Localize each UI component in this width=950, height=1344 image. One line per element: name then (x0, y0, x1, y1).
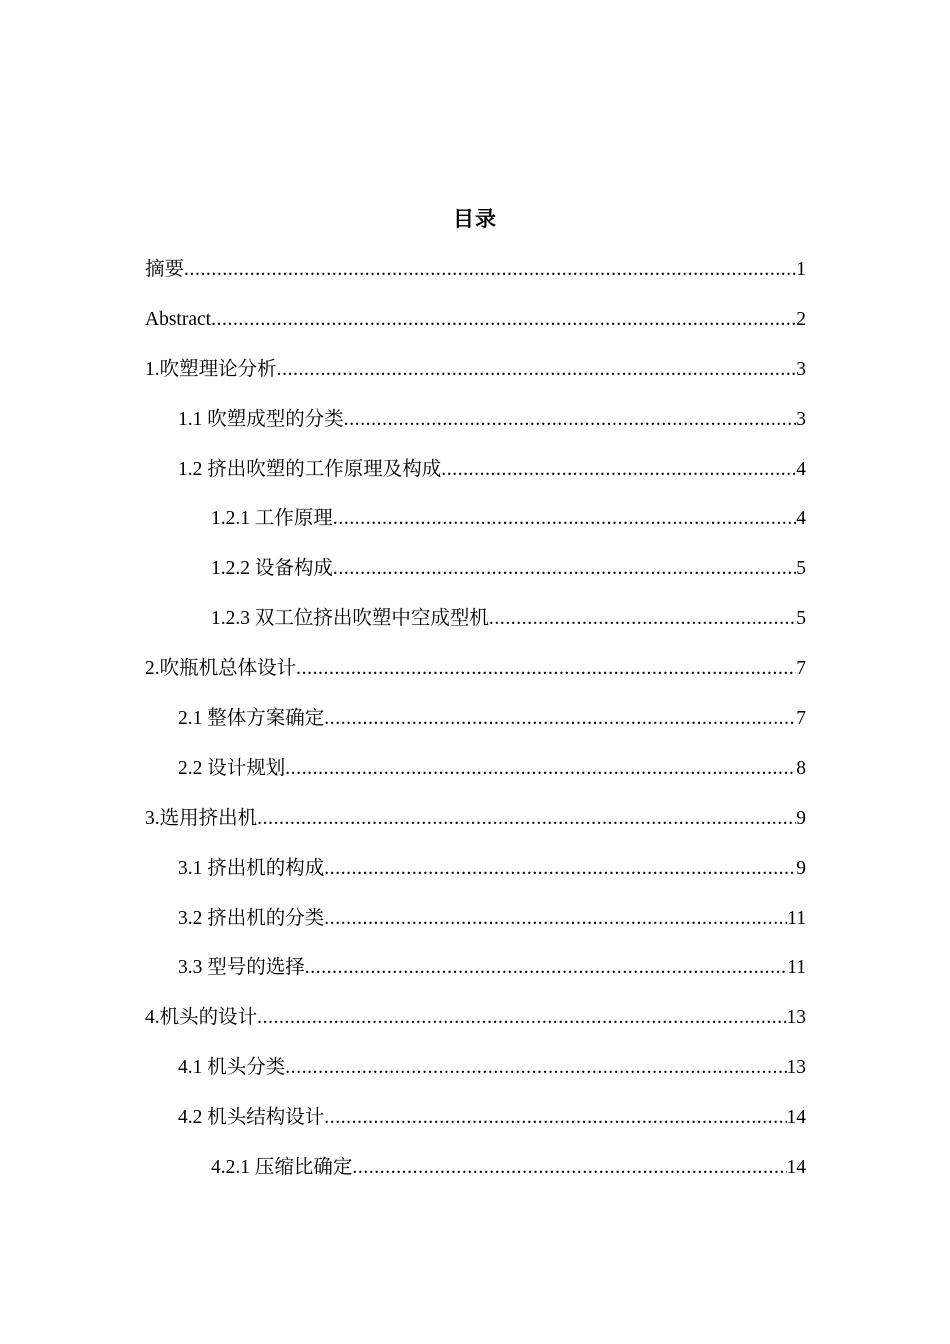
toc-entry[interactable] (145, 454, 806, 504)
toc-entry[interactable] (145, 952, 806, 1002)
toc-entry-label: 3.1 挤出机的构成 (178, 857, 325, 879)
toc-entry-label: 1.1 吹塑成型的分类 (178, 408, 344, 430)
toc-entry[interactable] (145, 1102, 806, 1152)
toc-entry-label: 3.选用挤出机 (145, 807, 258, 829)
toc-entry-label: 3.2 挤出机的分类 (178, 907, 325, 929)
toc-dot-leader (324, 703, 796, 735)
toc-entry-label: 摘要 (145, 259, 185, 280)
toc-entry[interactable] (145, 853, 806, 903)
toc-entry[interactable] (145, 304, 806, 354)
toc-dot-leader (305, 952, 787, 984)
toc-entry[interactable] (145, 503, 806, 553)
toc-dot-leader (277, 354, 797, 386)
toc-entry-page-number: 8 (796, 757, 806, 779)
toc-entry-page-number: 11 (787, 907, 806, 929)
toc-entry-label: 2.吹瓶机总体设计 (145, 658, 297, 680)
toc-dot-leader (333, 553, 796, 585)
toc-entry[interactable] (145, 553, 806, 603)
toc-dot-leader (489, 603, 796, 635)
toc-dot-leader (324, 903, 787, 935)
toc-entry-label: 1.2.1 工作原理 (211, 508, 333, 530)
toc-dot-leader (441, 454, 796, 486)
toc-entry[interactable] (145, 254, 806, 304)
toc-entry[interactable] (145, 703, 806, 753)
toc-entry-page-number: 14 (786, 1157, 806, 1179)
toc-entry-label: 1.吹塑理论分析 (145, 358, 277, 380)
toc-entry-page-number: 4 (796, 508, 806, 530)
toc-entry-page-number: 3 (796, 408, 806, 430)
toc-entry-label: Abstract (145, 308, 212, 330)
toc-entry-label: 4.1 机头分类 (178, 1057, 286, 1079)
toc-entry-page-number: 7 (796, 708, 806, 730)
toc-entry-page-number: 9 (796, 807, 806, 829)
toc-dot-leader (285, 753, 796, 785)
toc-dot-leader (352, 1152, 786, 1184)
toc-entry-label: 1.2.2 设备构成 (211, 558, 333, 580)
toc-entry-page-number: 11 (787, 957, 806, 979)
toc-dot-leader (211, 304, 796, 336)
toc-entry-label: 2.1 整体方案确定 (178, 708, 325, 730)
toc-dot-leader (257, 803, 796, 835)
toc-entry-label: 4.2.1 压缩比确定 (211, 1157, 353, 1179)
toc-dot-leader (257, 1002, 786, 1034)
toc-entry-page-number: 5 (796, 558, 806, 580)
toc-entry-label: 3.3 型号的选择 (178, 957, 305, 979)
toc-dot-leader (296, 653, 796, 685)
toc-entry[interactable] (145, 354, 806, 404)
toc-entry-page-number: 7 (796, 658, 806, 680)
toc-entry-page-number: 4 (796, 458, 806, 480)
toc-dot-leader (285, 1052, 786, 1084)
toc-entry[interactable] (145, 753, 806, 803)
toc-entry-page-number: 14 (786, 1107, 806, 1129)
table-of-contents (145, 254, 806, 1202)
toc-dot-leader (344, 404, 796, 436)
toc-entry[interactable] (145, 1152, 806, 1202)
toc-dot-leader (324, 1102, 786, 1134)
toc-entry-page-number: 13 (786, 1007, 806, 1029)
toc-entry-page-number: 2 (796, 308, 806, 330)
toc-entry-label: 2.2 设计规划 (178, 757, 286, 779)
toc-entry-page-number: 13 (786, 1057, 806, 1079)
toc-entry-label: 4.机头的设计 (145, 1007, 258, 1029)
toc-dot-leader (333, 503, 796, 535)
toc-entry[interactable] (145, 1052, 806, 1102)
toc-entry-label: 4.2 机头结构设计 (178, 1107, 325, 1129)
toc-entry[interactable] (145, 903, 806, 953)
toc-dot-leader (324, 853, 796, 885)
toc-title: 目录 (453, 207, 497, 231)
toc-entry[interactable] (145, 603, 806, 653)
toc-dot-leader (184, 254, 796, 286)
toc-entry-label: 1.2.3 双工位挤出吹塑中空成型机 (211, 608, 489, 630)
toc-entry-page-number: 5 (796, 608, 806, 630)
toc-entry[interactable] (145, 653, 806, 703)
toc-entry-page-number: 9 (796, 857, 806, 879)
toc-entry-page-number: 3 (796, 358, 806, 380)
toc-entry[interactable] (145, 1002, 806, 1052)
toc-entry[interactable] (145, 803, 806, 853)
toc-entry-page-number: 1 (796, 259, 806, 280)
toc-entry[interactable] (145, 404, 806, 454)
toc-entry-label: 1.2 挤出吹塑的工作原理及构成 (178, 458, 442, 480)
